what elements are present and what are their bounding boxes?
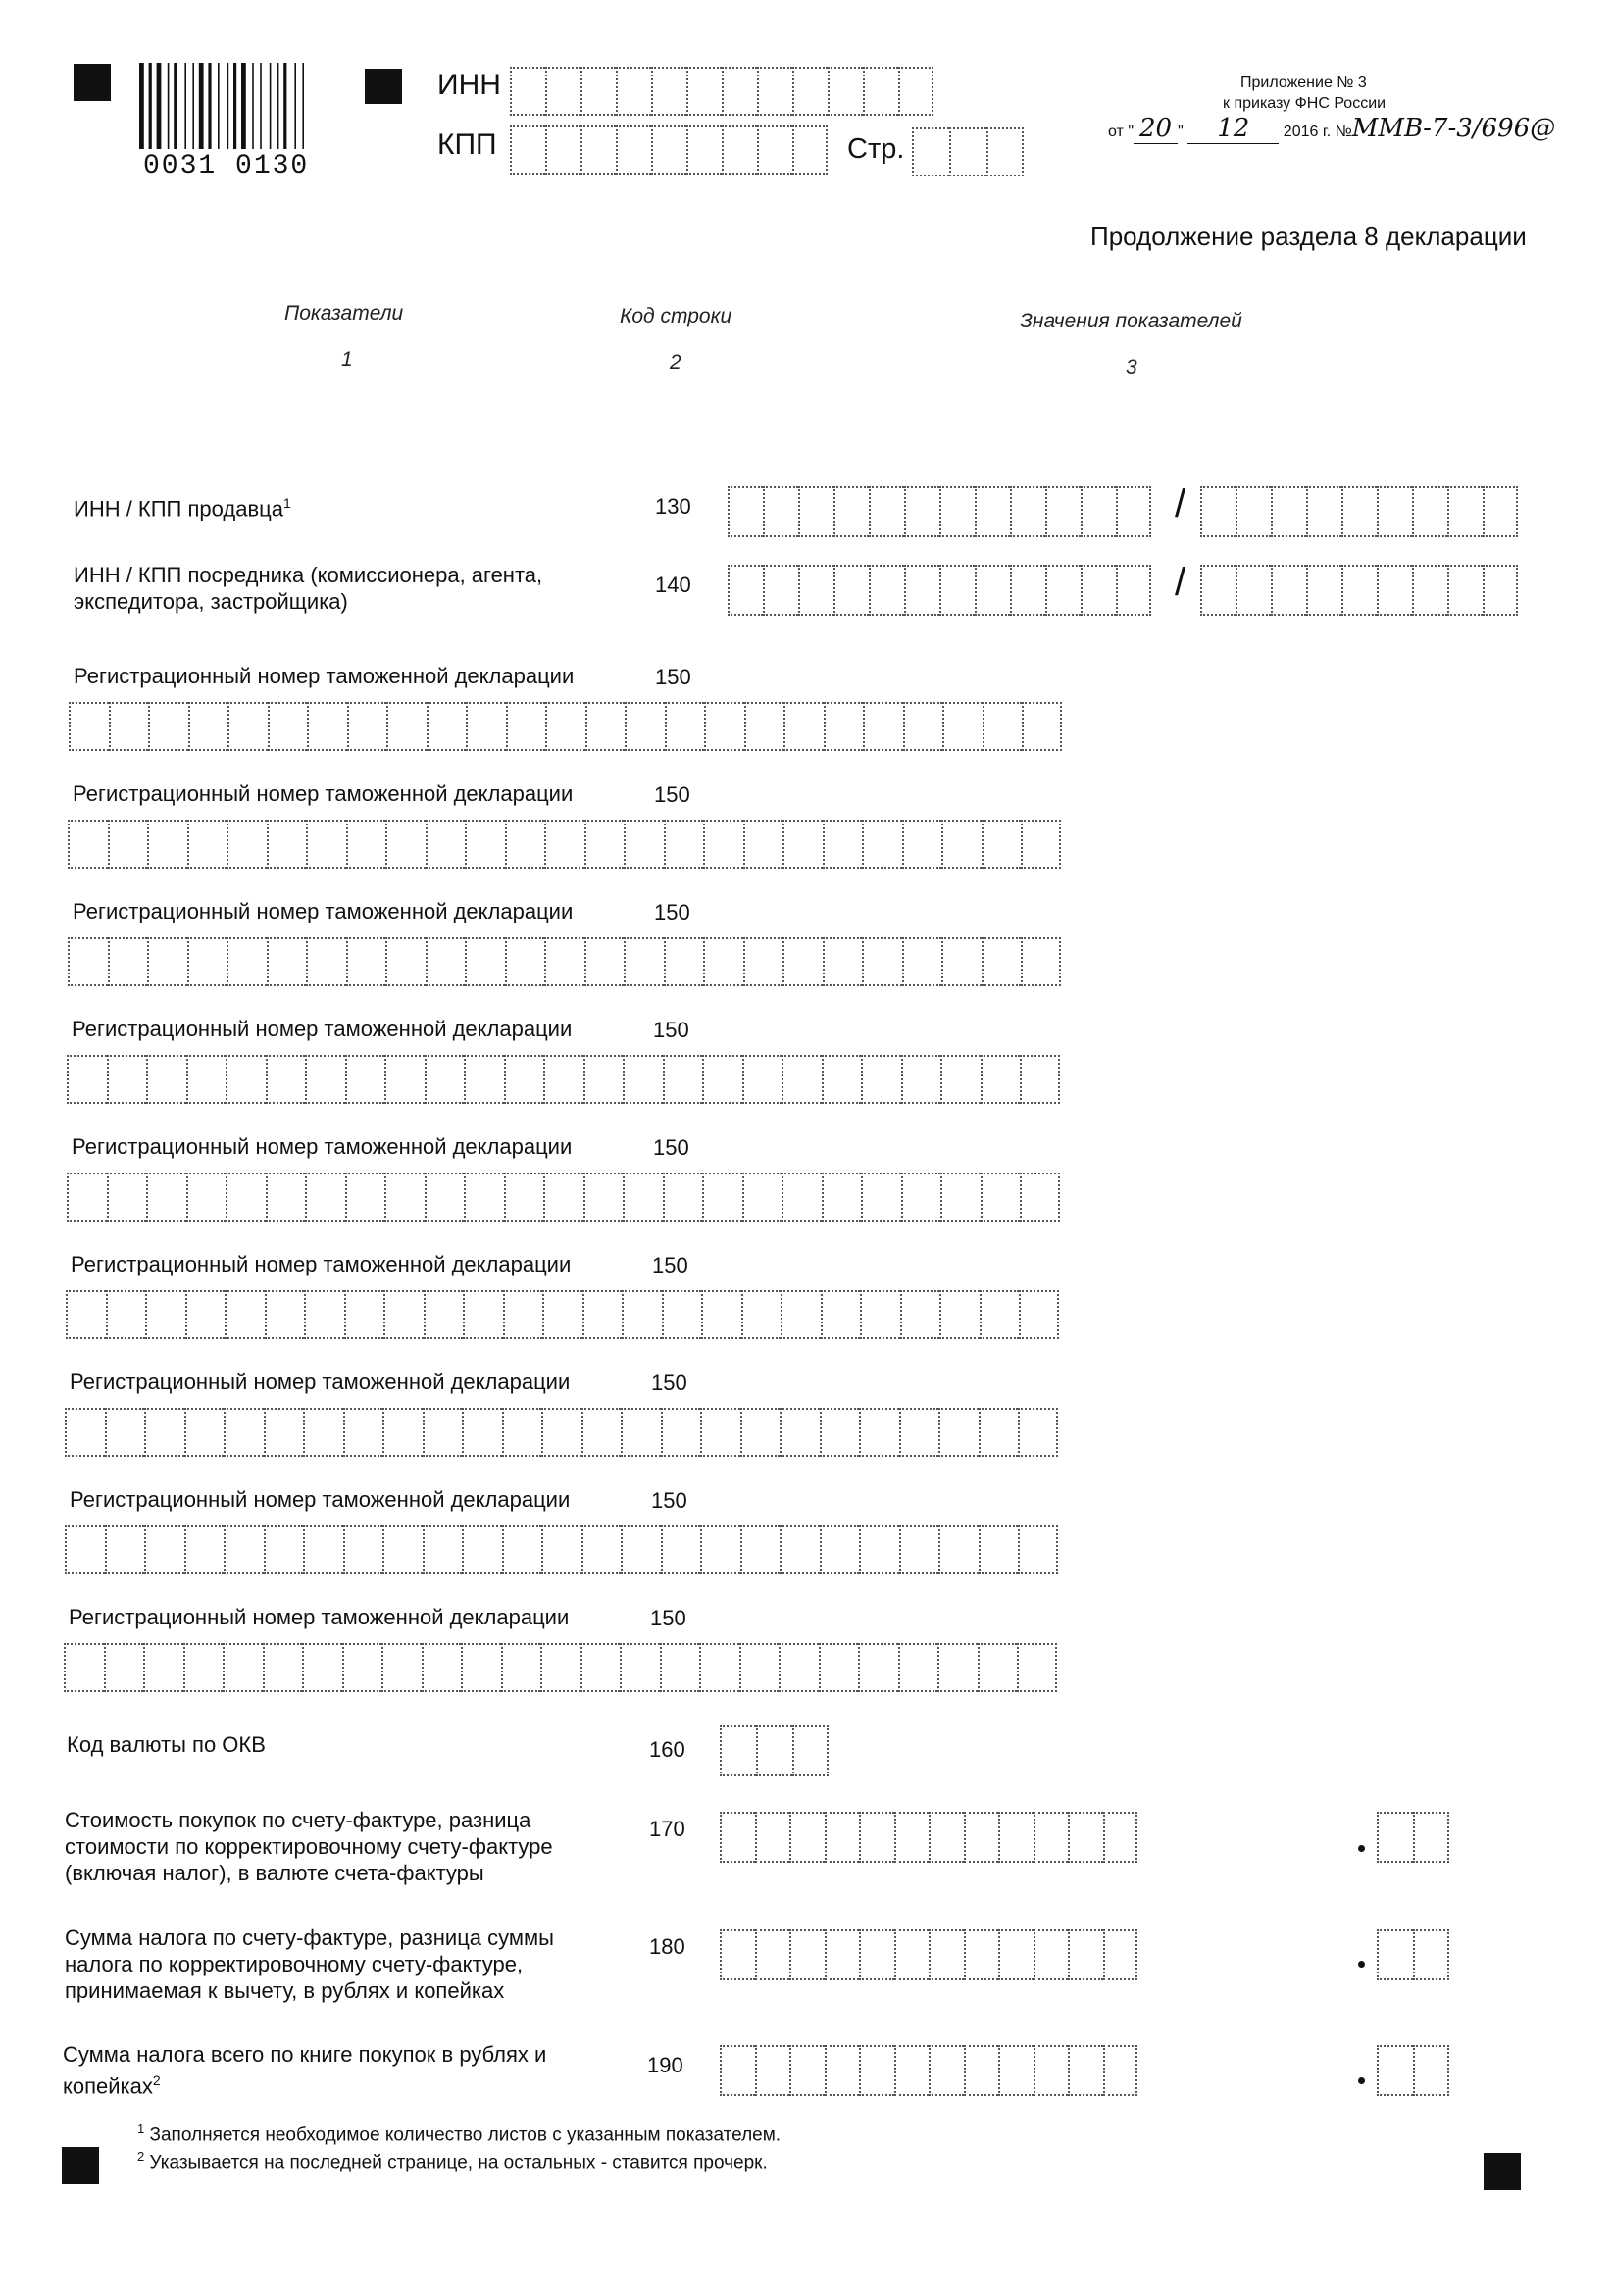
footnote-1-text: Заполняется необходимое количество листов с указанным показателем.	[149, 2124, 782, 2146]
column-header-line-code: Код строки	[620, 305, 732, 327]
customs-row-number-cells[interactable]	[64, 1643, 1057, 1692]
order-number: ММВ-7-3/696@	[1351, 114, 1556, 143]
row-130-inn-cells[interactable]	[728, 486, 1151, 537]
appendix-line-2: к приказу ФНС России	[1223, 95, 1387, 112]
row-160-code: 160	[649, 1737, 685, 1762]
row-180-code: 180	[649, 1934, 685, 1959]
customs-row-code: 150	[651, 1371, 687, 1395]
row-140-separator: /	[1175, 561, 1186, 604]
barcode-bar	[149, 63, 152, 149]
row-190-fraction-cells[interactable]	[1377, 2045, 1449, 2096]
barcode-bar	[302, 63, 304, 149]
row-190-amount-cells[interactable]	[720, 2045, 1137, 2096]
row-130-kpp-cells[interactable]	[1200, 486, 1518, 537]
customs-row-label: Регистрационный номер таможенной декларации	[69, 1605, 570, 1629]
row-180-fraction-cells[interactable]	[1377, 1929, 1449, 1980]
customs-row-label: Регистрационный номер таможенной декларации	[71, 1252, 572, 1276]
row-130-code: 130	[655, 494, 691, 519]
registration-marker-bottom-right	[1484, 2153, 1521, 2190]
customs-row-label: Регистрационный номер таможенной декларации	[73, 899, 574, 923]
barcode-bar	[270, 63, 272, 149]
row-140-kpp-cells[interactable]	[1200, 565, 1518, 616]
footnote-1	[137, 2121, 781, 2146]
row-180-amount-cells[interactable]	[720, 1929, 1137, 1980]
inn-label: ИНН	[437, 69, 501, 101]
barcode-bar	[157, 63, 162, 149]
order-year: 2016 г.	[1283, 124, 1332, 140]
barcode-bar	[168, 63, 170, 149]
row-180-decimal-point	[1358, 1961, 1365, 1968]
row-170-fraction-cells[interactable]	[1377, 1812, 1449, 1863]
row-140-inn-cells[interactable]	[728, 565, 1151, 616]
section-title: Продолжение раздела 8 декларации	[1090, 222, 1527, 251]
order-day: 20	[1134, 114, 1178, 144]
row-130-separator: /	[1175, 482, 1186, 525]
barcode-bar	[260, 63, 262, 149]
customs-row-code: 150	[651, 1488, 687, 1513]
barcode-bar	[192, 63, 194, 149]
customs-row-number-cells[interactable]	[67, 1173, 1060, 1222]
row-190-label: Сумма налога всего по книге покупок в рублях и копейках$^2$	[63, 2042, 547, 2099]
kpp-cells[interactable]	[510, 125, 828, 175]
customs-row-label: Регистрационный номер таможенной декларации	[72, 1134, 573, 1159]
customs-row-code: 150	[655, 665, 691, 689]
column-header-indicators: Показатели	[284, 302, 404, 324]
row-140-label: ИНН / КПП посредника (комиссионера, агента, экспедитора, застройщика)	[74, 563, 543, 614]
row-170-decimal-point	[1358, 1845, 1365, 1852]
registration-marker-bottom-left	[62, 2147, 99, 2184]
kpp-label: КПП	[437, 128, 497, 161]
barcode-bar	[241, 63, 246, 149]
customs-row-number-cells[interactable]	[68, 937, 1061, 986]
barcode-bar	[184, 63, 186, 149]
row-170-amount-cells[interactable]	[720, 1812, 1137, 1863]
row-130-label: ИНН / КПП продавца$^1$	[74, 495, 291, 522]
customs-row-number-cells[interactable]	[66, 1290, 1059, 1339]
column-header-values: Значения показателей	[1020, 310, 1242, 332]
customs-row-label: Регистрационный номер таможенной декларации	[72, 1017, 573, 1041]
customs-row-label: Регистрационный номер таможенной декларации	[70, 1487, 571, 1512]
footnote-ref-1: 1	[282, 495, 291, 511]
row-190-code: 190	[647, 2053, 683, 2077]
customs-row-code: 150	[653, 1135, 689, 1160]
barcode-bar	[174, 63, 177, 149]
order-month: 12	[1187, 114, 1279, 144]
page-label: Стр.	[847, 133, 905, 165]
inn-cells[interactable]	[510, 67, 933, 116]
column-number-3: 3	[1126, 356, 1137, 378]
row-180-label: Сумма налога по счету-фактуре, разница суммы налога по корректировочному счету-фактуре, принимаемая к вычету, в рублях и копейках	[65, 1925, 554, 2003]
registration-marker-top-left	[74, 64, 111, 101]
footnote-2-text: Указывается на последней странице, на остальных - ставится прочерк.	[149, 2152, 768, 2173]
customs-row-label: Регистрационный номер таможенной декларации	[74, 664, 575, 688]
barcode-bar	[227, 63, 229, 149]
customs-row-number-cells[interactable]	[67, 1055, 1060, 1104]
barcode	[137, 61, 338, 183]
page-number-cells[interactable]	[912, 127, 1024, 176]
barcode-bar	[277, 63, 279, 149]
customs-row-number-cells[interactable]	[68, 820, 1061, 869]
customs-row-code: 150	[652, 1253, 688, 1277]
customs-row-code: 150	[650, 1606, 686, 1630]
footnote-ref-2: 2	[152, 2072, 161, 2088]
barcode-bar	[252, 63, 254, 149]
registration-marker-top-right	[365, 69, 402, 104]
row-140-code: 140	[655, 573, 691, 597]
column-number-2: 2	[670, 351, 681, 374]
customs-row-number-cells[interactable]	[65, 1408, 1058, 1457]
barcode-bar	[199, 63, 204, 149]
customs-row-label: Регистрационный номер таможенной декларации	[73, 781, 574, 806]
customs-row-label: Регистрационный номер таможенной декларации	[70, 1370, 571, 1394]
barcode-bar	[233, 63, 236, 149]
customs-row-number-cells[interactable]	[65, 1525, 1058, 1574]
barcode-bar	[283, 63, 286, 149]
footnote-2-marker: 2	[137, 2149, 145, 2164]
barcode-bar	[208, 63, 211, 149]
barcode-bar	[139, 63, 144, 149]
row-170-label: Стоимость покупок по счету-фактуре, разница стоимости по корректировочному счету-фактуре (включая налог), в валюте счета-фактуры	[65, 1808, 553, 1885]
row-190-decimal-point	[1358, 2077, 1365, 2084]
customs-row-code: 150	[654, 782, 690, 807]
customs-row-number-cells[interactable]	[69, 702, 1062, 751]
appendix-line-1: Приложение № 3	[1240, 75, 1367, 91]
customs-row-code: 150	[654, 900, 690, 924]
barcode-bar	[294, 63, 296, 149]
row-160-currency-cells[interactable]	[720, 1725, 829, 1776]
barcode-bar	[218, 63, 220, 149]
barcode-number: 0031 0130	[143, 151, 310, 181]
row-160-label: Код валюты по ОКВ	[67, 1732, 266, 1757]
customs-row-code: 150	[653, 1018, 689, 1042]
row-170-code: 170	[649, 1817, 685, 1841]
order-reference: от " 20 " 12 2016 г. №ММВ-7-3/696@	[1108, 114, 1556, 143]
order-from-label: от	[1108, 124, 1124, 140]
column-number-1: 1	[341, 348, 353, 371]
footnote-2	[137, 2149, 768, 2173]
order-number-label: №	[1335, 124, 1352, 140]
footnote-1-marker: 1	[137, 2121, 145, 2136]
